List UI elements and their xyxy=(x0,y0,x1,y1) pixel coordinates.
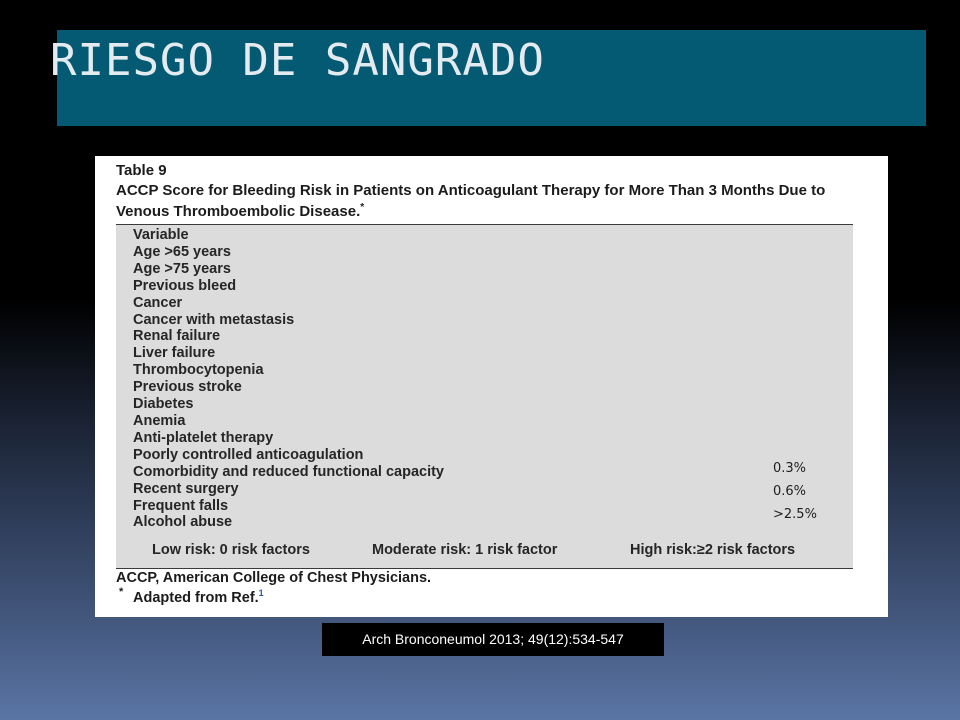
list-item: Frequent falls xyxy=(133,497,229,514)
list-item: Poorly controlled anticoagulation xyxy=(133,446,364,463)
risk-value-high: >2.5% xyxy=(773,507,817,522)
risk-values xyxy=(773,457,817,526)
list-item: Age >75 years xyxy=(133,260,231,277)
list-item: Cancer xyxy=(133,294,183,311)
list-item: Comorbidity and reduced functional capacity xyxy=(133,463,444,480)
slide-title: RIESGO DE SANGRADO xyxy=(50,35,545,86)
risk-high-prefix: High risk: xyxy=(630,542,697,558)
list-item: Anemia xyxy=(133,412,186,429)
risk-value-low: 0.3% xyxy=(773,461,807,476)
footnote-abbreviation: ACCP, American College of Chest Physicians. xyxy=(116,570,432,586)
list-item: Age >65 years xyxy=(133,243,231,260)
caption-marker: * xyxy=(360,202,365,213)
footnote-adapted xyxy=(119,586,264,606)
list-item: Previous stroke xyxy=(133,379,242,396)
citation-label: Arch Bronconeumol 2013; 49(12):534-547 xyxy=(322,623,664,656)
footnote-adapted-text: Adapted from Ref. xyxy=(133,589,259,606)
risk-moderate-label: Moderate risk: 1 risk factor xyxy=(372,542,558,558)
table-caption xyxy=(116,182,856,220)
list-item: Renal failure xyxy=(133,328,221,345)
risk-value-moderate: 0.6% xyxy=(773,484,807,499)
list-item: Liver failure xyxy=(133,345,216,362)
footnote-ref-number: 1 xyxy=(258,588,264,598)
table-label: Table 9 xyxy=(116,162,167,179)
list-item: Cancer with metastasis xyxy=(133,311,295,328)
table-body xyxy=(116,224,853,569)
risk-summary xyxy=(152,542,852,558)
list-item: Thrombocytopenia xyxy=(133,362,264,379)
list-item: Diabetes xyxy=(133,396,194,413)
list-item: Anti-platelet therapy xyxy=(133,429,274,446)
risk-high-label xyxy=(630,542,795,558)
table-caption-text: ACCP Score for Bleeding Risk in Patients on Anticoagulant Therapy for More Than 3 Months Due to Venous Thromboembolic Disease. xyxy=(116,182,826,220)
column-header-variable: Variable xyxy=(133,227,189,243)
risk-low-label: Low risk: 0 risk factors xyxy=(152,542,310,558)
risk-high-value: ≥2 risk factors xyxy=(696,542,796,558)
table-image xyxy=(95,156,888,617)
list-item: Recent surgery xyxy=(133,480,239,497)
list-item: Alcohol abuse xyxy=(133,514,233,531)
footnote-marker: * xyxy=(119,586,124,598)
variable-list xyxy=(133,227,444,531)
list-item: Previous bleed xyxy=(133,277,237,294)
